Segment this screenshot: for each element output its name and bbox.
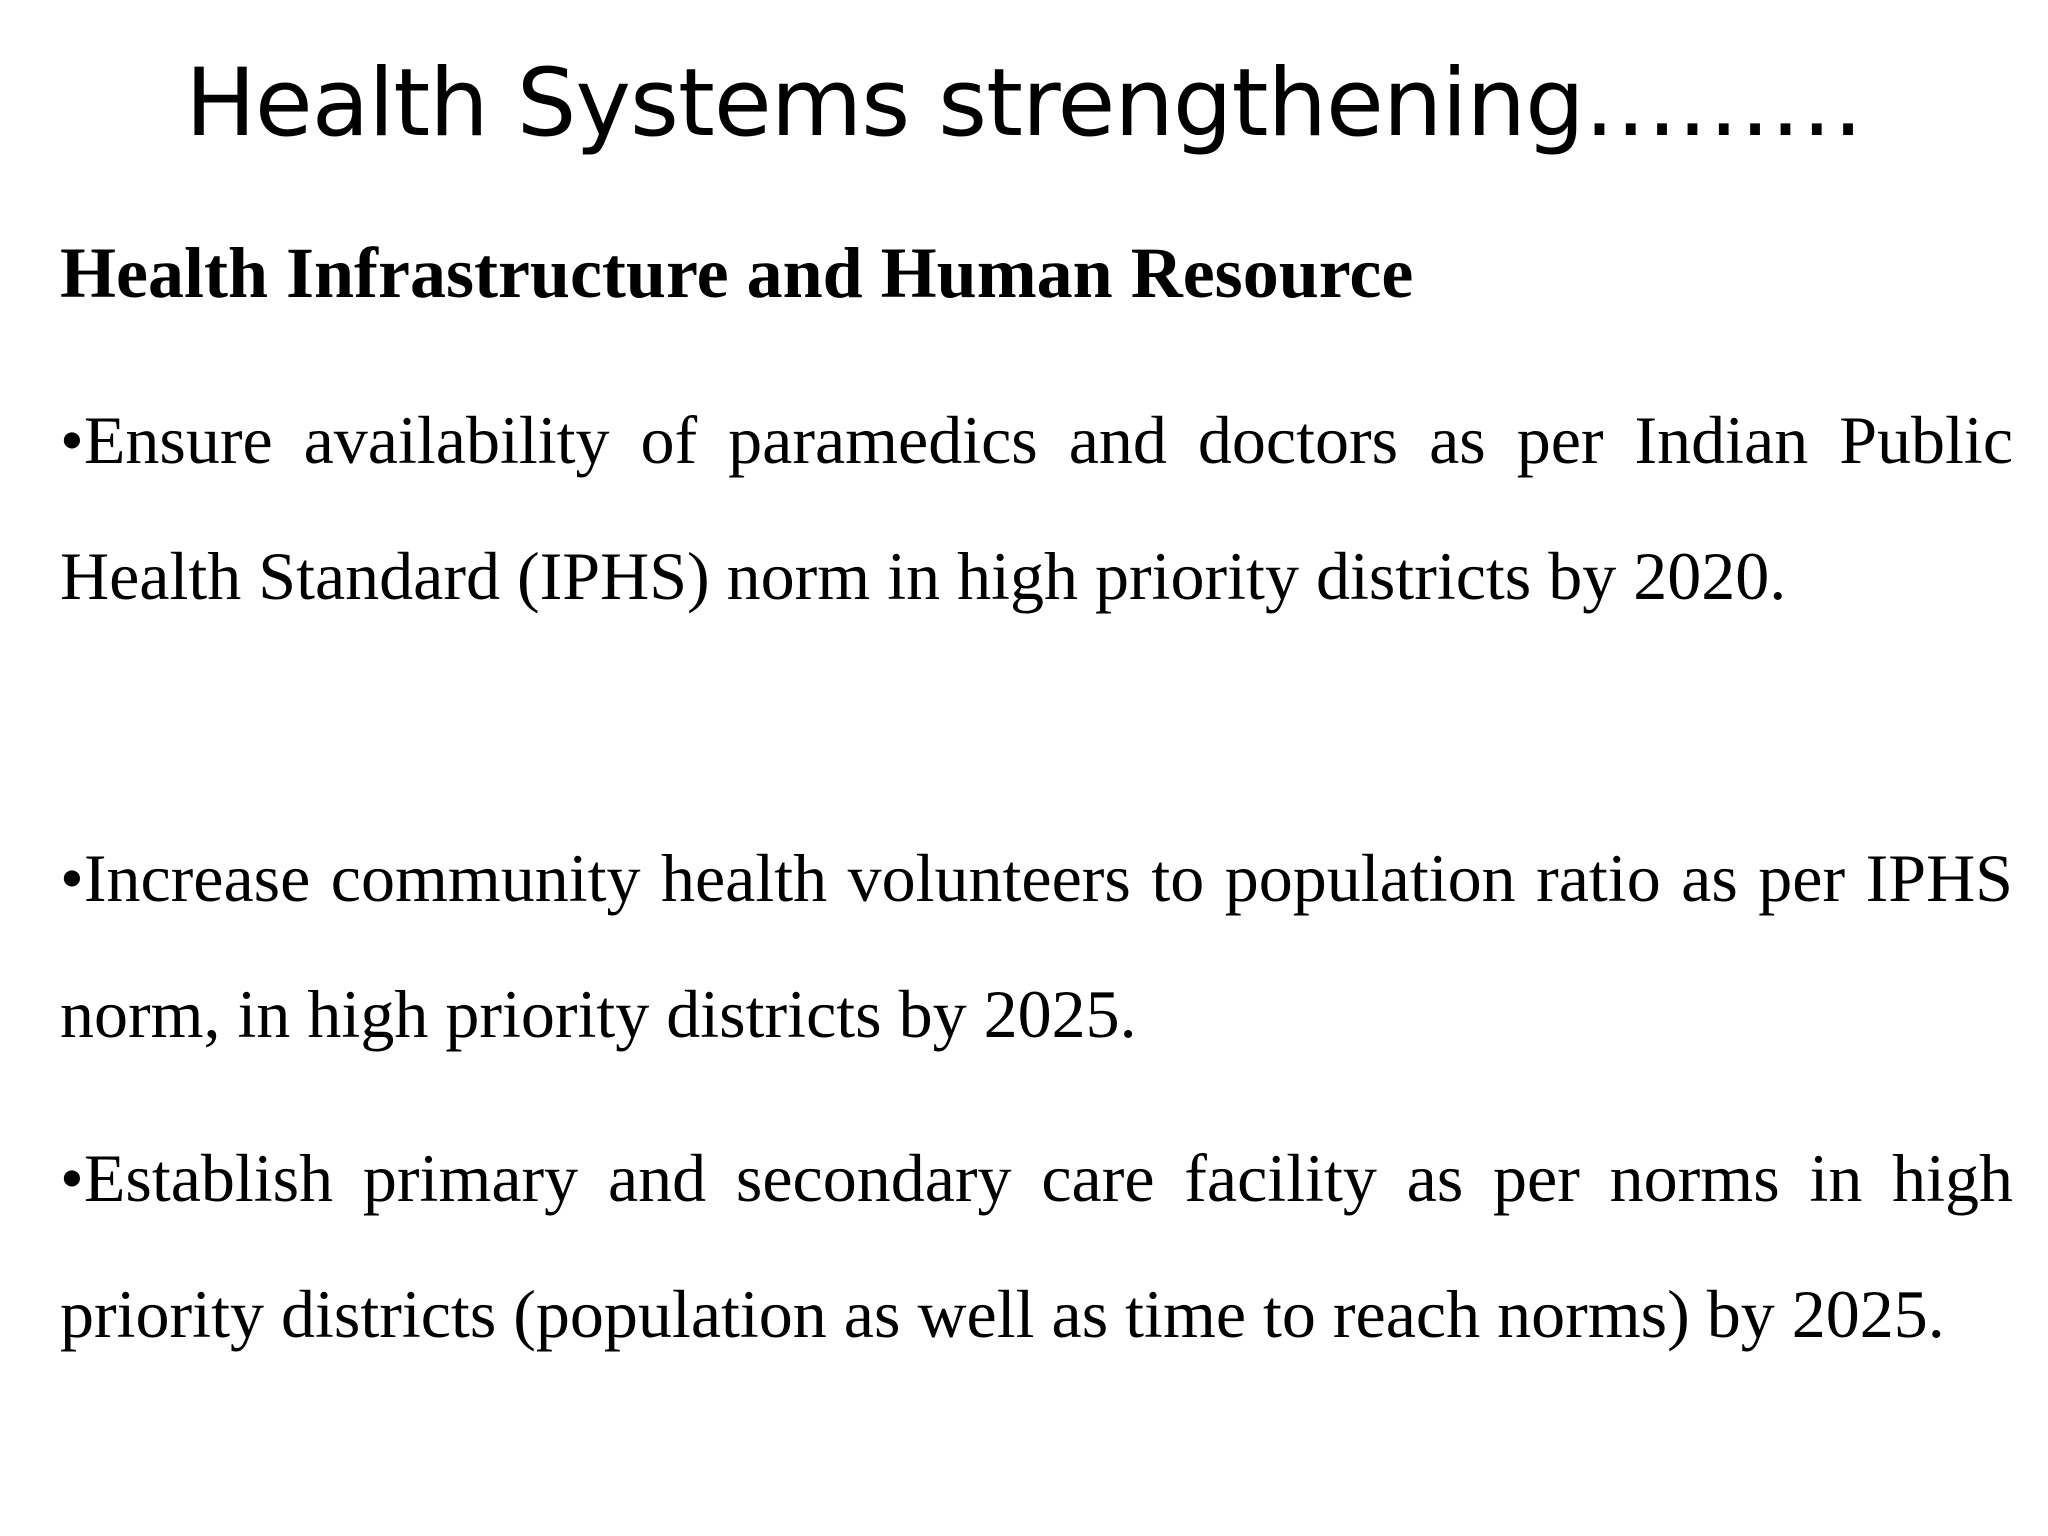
bullet-text: Increase community health volunteers to population ratio as per IPHS norm, in high priority districts by 2025.	[60, 840, 2013, 1052]
bullet-item	[60, 810, 2013, 1082]
slide-title: Health Systems strengthening………	[185, 49, 1863, 158]
bullet-item	[60, 372, 2013, 644]
bullet-marker: •	[60, 1140, 84, 1216]
bullet-text: Ensure availability of paramedics and doctors as per Indian Public Health Standard (IPHS) norm in high priority districts by 2020.	[60, 402, 2013, 614]
bullet-item	[60, 1110, 2013, 1382]
section-heading: Health Infrastructure and Human Resource	[60, 233, 1414, 313]
bullet-text: Establish primary and secondary care facility as per norms in high priority districts (population as well as time to reach norms) by 2025.	[60, 1140, 2013, 1352]
bullet-marker: •	[60, 402, 84, 478]
bullet-marker: •	[60, 840, 84, 916]
